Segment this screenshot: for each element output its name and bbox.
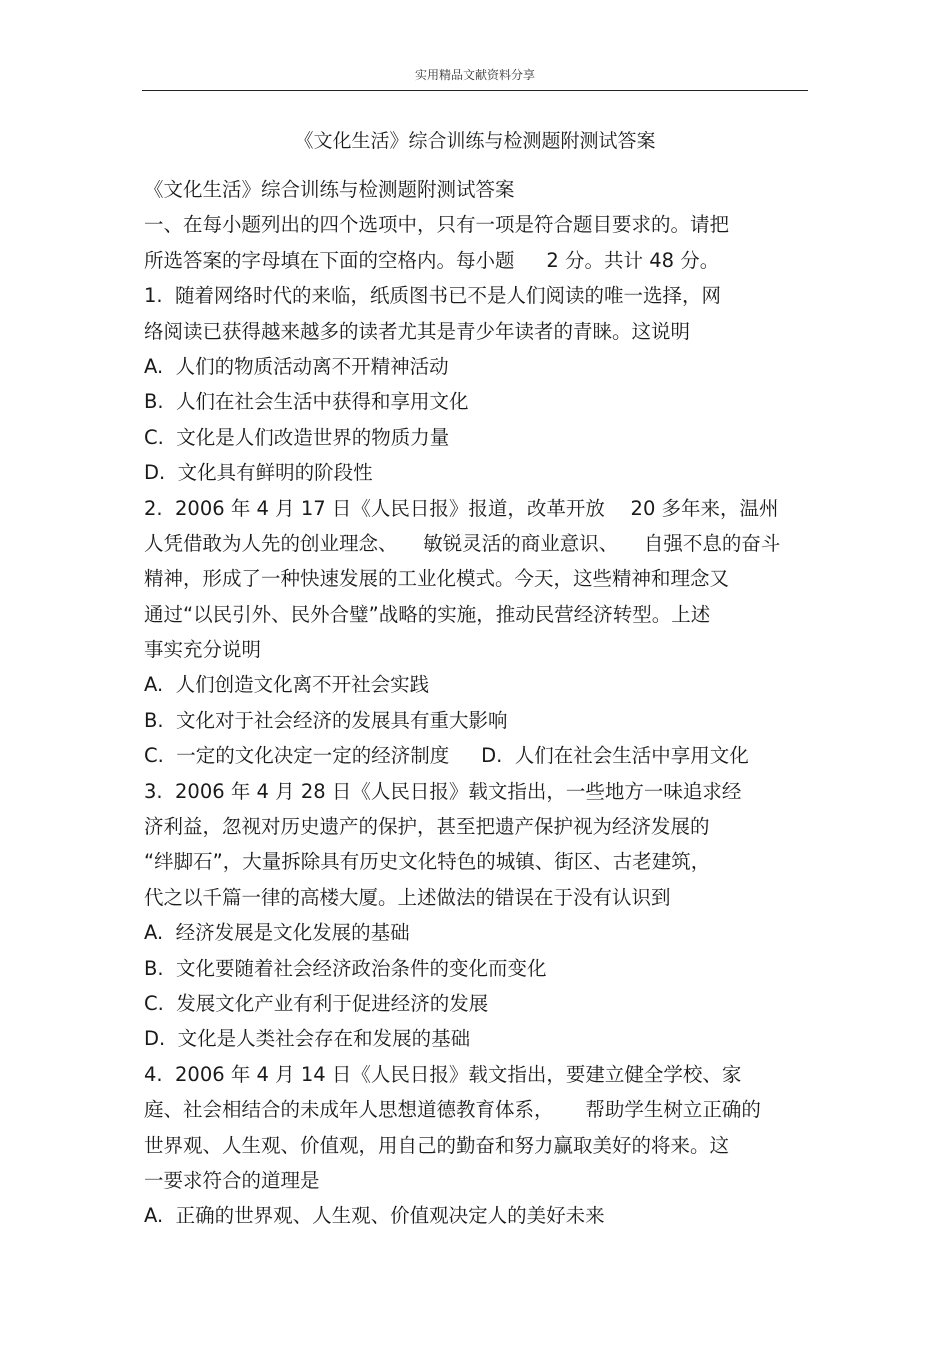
text-line: B. 文化要随着社会经济政治条件的变化而变化 (144, 956, 547, 980)
text-line: 1. 随着网络时代的来临，纸质图书已不是人们阅读的唯一选择，网 (144, 284, 722, 308)
text-line: C. 文化是人们改造世界的物质力量 (144, 425, 450, 449)
header-divider (142, 90, 808, 91)
text-line: 济利益，忽视对历史遗产的保护，甚至把遗产保护视为经济发展的 (144, 815, 710, 839)
text-line: 2. 2006 年 4 月 17 日《人民日报》报道，改革开放 20 多年来，温州 (144, 496, 779, 520)
text-line: 一要求符合的道理是 (144, 1168, 320, 1192)
text-line: 庭、社会相结合的未成年人思想道德教育体系， 帮助学生树立正确的 (144, 1098, 761, 1122)
text-line: D. 文化是人类社会存在和发展的基础 (144, 1027, 471, 1051)
text-line: 代之以千篇一律的高楼大厦。上述做法的错误在于没有认识到 (144, 885, 671, 909)
text-line: 人凭借敢为人先的创业理念、 敏锐灵活的商业意识、 自强不息的奋斗 (144, 531, 781, 555)
text-line: A. 人们的物质活动离不开精神活动 (144, 354, 449, 378)
text-line: B. 文化对于社会经济的发展具有重大影响 (144, 708, 508, 732)
page-header: 实用精品文献资料分享 (414, 68, 535, 82)
text-line: 事实充分说明 (144, 638, 262, 662)
text-line: 通过“以民引外、民外合璧”战略的实施，推动民营经济转型。上述 (144, 602, 711, 626)
text-line: C. 发展文化产业有利于促进经济的发展 (144, 991, 489, 1015)
text-line: 4. 2006 年 4 月 14 日《人民日报》载文指出，要建立健全学校、家 (144, 1062, 742, 1086)
text-line: A. 正确的世界观、人生观、价值观决定人的美好未来 (144, 1204, 605, 1228)
text-line: 所选答案的字母填在下面的空格内。每小题 2 分。共计 48 分。 (144, 248, 720, 272)
text-line: 《文化生活》综合训练与检测题附测试答案 (144, 178, 515, 201)
document-body (144, 172, 808, 1234)
text-line: D. 文化具有鲜明的阶段性 (144, 461, 373, 485)
text-line: 世界观、人生观、价值观，用自己的勤奋和努力赢取美好的将来。这 (144, 1133, 730, 1157)
text-line: 3. 2006 年 4 月 28 日《人民日报》载文指出，一些地方一味追求经 (144, 779, 742, 803)
text-line: “绊脚石”，大量拆除具有历史文化特色的城镇、街区、古老建筑， (144, 850, 711, 874)
text-line: 络阅读已获得越来越多的读者尤其是青少年读者的青睐。这说明 (144, 319, 691, 343)
text-line: A. 人们创造文化离不开社会实践 (144, 673, 430, 697)
text-line: B. 人们在社会生活中获得和享用文化 (144, 390, 469, 414)
document-title: 《文化生活》综合训练与检测题附测试答案 (294, 130, 656, 152)
text-line: C. 一定的文化决定一定的经济制度 D. 人们在社会生活中享用文化 (144, 744, 749, 768)
text-line: 精神，形成了一种快速发展的工业化模式。今天，这些精神和理念又 (144, 567, 730, 591)
text-line: A. 经济发展是文化发展的基础 (144, 921, 410, 945)
text-line: 一、在每小题列出的四个选项中，只有一项是符合题目要求的。请把 (144, 213, 730, 237)
